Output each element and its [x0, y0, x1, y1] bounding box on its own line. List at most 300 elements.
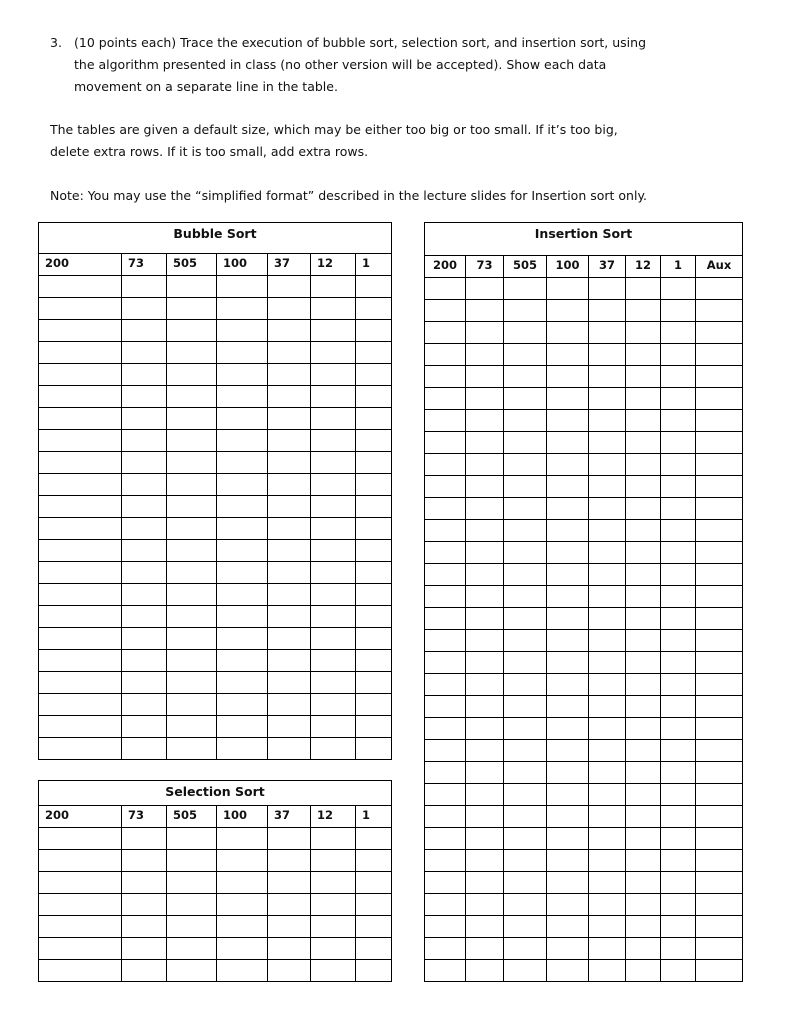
answer-cell[interactable] — [696, 454, 742, 475]
answer-cell[interactable] — [425, 542, 466, 563]
answer-cell[interactable] — [626, 674, 661, 695]
answer-cell[interactable] — [311, 716, 356, 737]
answer-cell[interactable] — [696, 872, 742, 893]
answer-cell[interactable] — [39, 452, 122, 473]
answer-cell[interactable] — [122, 474, 167, 495]
answer-cell[interactable] — [466, 652, 504, 673]
answer-cell[interactable] — [356, 364, 391, 385]
answer-cell[interactable] — [425, 806, 466, 827]
answer-cell[interactable] — [504, 542, 547, 563]
answer-cell[interactable] — [39, 540, 122, 561]
answer-cell[interactable] — [311, 738, 356, 759]
answer-cell[interactable] — [466, 388, 504, 409]
answer-cell[interactable] — [504, 608, 547, 629]
answer-cell[interactable] — [661, 454, 696, 475]
answer-cell[interactable] — [504, 850, 547, 871]
answer-cell[interactable] — [626, 498, 661, 519]
answer-cell[interactable] — [661, 938, 696, 959]
answer-cell[interactable] — [122, 916, 167, 937]
answer-cell[interactable] — [626, 388, 661, 409]
answer-cell[interactable] — [39, 938, 122, 959]
answer-cell[interactable] — [466, 520, 504, 541]
answer-cell[interactable] — [425, 630, 466, 651]
answer-cell[interactable] — [696, 344, 742, 365]
answer-cell[interactable] — [589, 718, 626, 739]
answer-cell[interactable] — [217, 298, 268, 319]
answer-cell[interactable] — [661, 520, 696, 541]
answer-cell[interactable] — [268, 716, 311, 737]
answer-cell[interactable] — [39, 628, 122, 649]
answer-cell[interactable] — [626, 278, 661, 299]
answer-cell[interactable] — [547, 916, 589, 937]
answer-cell[interactable] — [167, 672, 217, 693]
answer-cell[interactable] — [268, 628, 311, 649]
answer-cell[interactable] — [122, 540, 167, 561]
answer-cell[interactable] — [122, 938, 167, 959]
answer-cell[interactable] — [167, 408, 217, 429]
answer-cell[interactable] — [122, 320, 167, 341]
answer-cell[interactable] — [504, 740, 547, 761]
answer-cell[interactable] — [356, 496, 391, 517]
answer-cell[interactable] — [661, 476, 696, 497]
answer-cell[interactable] — [504, 322, 547, 343]
answer-cell[interactable] — [425, 784, 466, 805]
answer-cell[interactable] — [589, 300, 626, 321]
answer-cell[interactable] — [268, 938, 311, 959]
answer-cell[interactable] — [217, 960, 268, 981]
answer-cell[interactable] — [466, 696, 504, 717]
answer-cell[interactable] — [547, 630, 589, 651]
answer-cell[interactable] — [167, 430, 217, 451]
answer-cell[interactable] — [268, 320, 311, 341]
answer-cell[interactable] — [268, 606, 311, 627]
answer-cell[interactable] — [661, 740, 696, 761]
answer-cell[interactable] — [311, 628, 356, 649]
answer-cell[interactable] — [39, 828, 122, 849]
answer-cell[interactable] — [356, 628, 391, 649]
answer-cell[interactable] — [268, 342, 311, 363]
answer-cell[interactable] — [311, 938, 356, 959]
answer-cell[interactable] — [311, 916, 356, 937]
answer-cell[interactable] — [425, 344, 466, 365]
answer-cell[interactable] — [626, 608, 661, 629]
answer-cell[interactable] — [696, 740, 742, 761]
answer-cell[interactable] — [504, 784, 547, 805]
answer-cell[interactable] — [122, 828, 167, 849]
answer-cell[interactable] — [268, 828, 311, 849]
answer-cell[interactable] — [356, 894, 391, 915]
answer-cell[interactable] — [425, 850, 466, 871]
answer-cell[interactable] — [311, 276, 356, 297]
answer-cell[interactable] — [311, 872, 356, 893]
answer-cell[interactable] — [122, 716, 167, 737]
answer-cell[interactable] — [122, 386, 167, 407]
answer-cell[interactable] — [661, 850, 696, 871]
answer-cell[interactable] — [167, 320, 217, 341]
answer-cell[interactable] — [626, 630, 661, 651]
answer-cell[interactable] — [626, 432, 661, 453]
answer-cell[interactable] — [425, 938, 466, 959]
answer-cell[interactable] — [466, 344, 504, 365]
answer-cell[interactable] — [217, 364, 268, 385]
answer-cell[interactable] — [589, 366, 626, 387]
answer-cell[interactable] — [696, 432, 742, 453]
answer-cell[interactable] — [122, 276, 167, 297]
answer-cell[interactable] — [425, 278, 466, 299]
answer-cell[interactable] — [425, 432, 466, 453]
answer-cell[interactable] — [589, 916, 626, 937]
answer-cell[interactable] — [425, 520, 466, 541]
answer-cell[interactable] — [696, 696, 742, 717]
answer-cell[interactable] — [268, 452, 311, 473]
answer-cell[interactable] — [589, 696, 626, 717]
answer-cell[interactable] — [311, 386, 356, 407]
answer-cell[interactable] — [217, 408, 268, 429]
answer-cell[interactable] — [268, 960, 311, 981]
answer-cell[interactable] — [167, 894, 217, 915]
answer-cell[interactable] — [217, 386, 268, 407]
answer-cell[interactable] — [589, 388, 626, 409]
answer-cell[interactable] — [661, 630, 696, 651]
answer-cell[interactable] — [122, 452, 167, 473]
answer-cell[interactable] — [626, 740, 661, 761]
answer-cell[interactable] — [626, 828, 661, 849]
answer-cell[interactable] — [268, 408, 311, 429]
answer-cell[interactable] — [589, 542, 626, 563]
answer-cell[interactable] — [356, 342, 391, 363]
answer-cell[interactable] — [626, 322, 661, 343]
answer-cell[interactable] — [466, 300, 504, 321]
answer-cell[interactable] — [589, 586, 626, 607]
answer-cell[interactable] — [547, 344, 589, 365]
answer-cell[interactable] — [661, 344, 696, 365]
answer-cell[interactable] — [696, 784, 742, 805]
answer-cell[interactable] — [696, 630, 742, 651]
answer-cell[interactable] — [356, 386, 391, 407]
answer-cell[interactable] — [466, 432, 504, 453]
answer-cell[interactable] — [39, 562, 122, 583]
answer-cell[interactable] — [39, 408, 122, 429]
answer-cell[interactable] — [626, 960, 661, 981]
answer-cell[interactable] — [311, 320, 356, 341]
answer-cell[interactable] — [39, 672, 122, 693]
answer-cell[interactable] — [268, 562, 311, 583]
answer-cell[interactable] — [167, 850, 217, 871]
answer-cell[interactable] — [626, 850, 661, 871]
answer-cell[interactable] — [547, 300, 589, 321]
answer-cell[interactable] — [466, 938, 504, 959]
answer-cell[interactable] — [268, 650, 311, 671]
answer-cell[interactable] — [217, 584, 268, 605]
answer-cell[interactable] — [167, 584, 217, 605]
answer-cell[interactable] — [425, 960, 466, 981]
answer-cell[interactable] — [122, 298, 167, 319]
answer-cell[interactable] — [122, 606, 167, 627]
answer-cell[interactable] — [547, 938, 589, 959]
answer-cell[interactable] — [217, 606, 268, 627]
answer-cell[interactable] — [661, 608, 696, 629]
answer-cell[interactable] — [696, 586, 742, 607]
answer-cell[interactable] — [466, 564, 504, 585]
answer-cell[interactable] — [425, 410, 466, 431]
answer-cell[interactable] — [268, 518, 311, 539]
answer-cell[interactable] — [311, 894, 356, 915]
answer-cell[interactable] — [311, 496, 356, 517]
answer-cell[interactable] — [39, 650, 122, 671]
answer-cell[interactable] — [547, 696, 589, 717]
answer-cell[interactable] — [311, 518, 356, 539]
answer-cell[interactable] — [425, 498, 466, 519]
answer-cell[interactable] — [425, 388, 466, 409]
answer-cell[interactable] — [626, 784, 661, 805]
answer-cell[interactable] — [356, 584, 391, 605]
answer-cell[interactable] — [661, 784, 696, 805]
answer-cell[interactable] — [268, 298, 311, 319]
answer-cell[interactable] — [311, 342, 356, 363]
answer-cell[interactable] — [589, 608, 626, 629]
answer-cell[interactable] — [356, 606, 391, 627]
answer-cell[interactable] — [661, 652, 696, 673]
answer-cell[interactable] — [268, 694, 311, 715]
answer-cell[interactable] — [356, 562, 391, 583]
answer-cell[interactable] — [504, 674, 547, 695]
answer-cell[interactable] — [356, 452, 391, 473]
answer-cell[interactable] — [589, 938, 626, 959]
answer-cell[interactable] — [217, 938, 268, 959]
answer-cell[interactable] — [547, 718, 589, 739]
answer-cell[interactable] — [268, 496, 311, 517]
answer-cell[interactable] — [466, 498, 504, 519]
answer-cell[interactable] — [425, 894, 466, 915]
answer-cell[interactable] — [661, 322, 696, 343]
answer-cell[interactable] — [217, 850, 268, 871]
answer-cell[interactable] — [696, 652, 742, 673]
answer-cell[interactable] — [547, 894, 589, 915]
answer-cell[interactable] — [311, 430, 356, 451]
answer-cell[interactable] — [589, 872, 626, 893]
answer-cell[interactable] — [547, 410, 589, 431]
answer-cell[interactable] — [466, 630, 504, 651]
answer-cell[interactable] — [356, 650, 391, 671]
answer-cell[interactable] — [589, 828, 626, 849]
answer-cell[interactable] — [626, 366, 661, 387]
answer-cell[interactable] — [122, 518, 167, 539]
answer-cell[interactable] — [504, 696, 547, 717]
answer-cell[interactable] — [504, 806, 547, 827]
answer-cell[interactable] — [589, 784, 626, 805]
answer-cell[interactable] — [39, 716, 122, 737]
answer-cell[interactable] — [696, 828, 742, 849]
answer-cell[interactable] — [311, 960, 356, 981]
answer-cell[interactable] — [466, 454, 504, 475]
answer-cell[interactable] — [122, 872, 167, 893]
answer-cell[interactable] — [504, 652, 547, 673]
answer-cell[interactable] — [589, 410, 626, 431]
answer-cell[interactable] — [504, 388, 547, 409]
answer-cell[interactable] — [547, 498, 589, 519]
answer-cell[interactable] — [504, 564, 547, 585]
answer-cell[interactable] — [589, 454, 626, 475]
answer-cell[interactable] — [504, 454, 547, 475]
answer-cell[interactable] — [589, 630, 626, 651]
answer-cell[interactable] — [356, 960, 391, 981]
answer-cell[interactable] — [547, 608, 589, 629]
answer-cell[interactable] — [39, 518, 122, 539]
answer-cell[interactable] — [547, 322, 589, 343]
answer-cell[interactable] — [268, 850, 311, 871]
answer-cell[interactable] — [504, 938, 547, 959]
answer-cell[interactable] — [696, 850, 742, 871]
answer-cell[interactable] — [589, 520, 626, 541]
answer-cell[interactable] — [466, 806, 504, 827]
answer-cell[interactable] — [217, 518, 268, 539]
answer-cell[interactable] — [268, 386, 311, 407]
answer-cell[interactable] — [547, 674, 589, 695]
answer-cell[interactable] — [268, 584, 311, 605]
answer-cell[interactable] — [356, 430, 391, 451]
answer-cell[interactable] — [356, 540, 391, 561]
answer-cell[interactable] — [425, 718, 466, 739]
answer-cell[interactable] — [39, 694, 122, 715]
answer-cell[interactable] — [217, 276, 268, 297]
answer-cell[interactable] — [217, 672, 268, 693]
answer-cell[interactable] — [696, 322, 742, 343]
answer-cell[interactable] — [661, 542, 696, 563]
answer-cell[interactable] — [268, 894, 311, 915]
answer-cell[interactable] — [167, 562, 217, 583]
answer-cell[interactable] — [356, 938, 391, 959]
answer-cell[interactable] — [122, 364, 167, 385]
answer-cell[interactable] — [661, 806, 696, 827]
answer-cell[interactable] — [626, 806, 661, 827]
answer-cell[interactable] — [39, 430, 122, 451]
answer-cell[interactable] — [589, 476, 626, 497]
answer-cell[interactable] — [356, 298, 391, 319]
answer-cell[interactable] — [167, 606, 217, 627]
answer-cell[interactable] — [626, 938, 661, 959]
answer-cell[interactable] — [311, 364, 356, 385]
answer-cell[interactable] — [466, 872, 504, 893]
answer-cell[interactable] — [589, 960, 626, 981]
answer-cell[interactable] — [466, 850, 504, 871]
answer-cell[interactable] — [626, 454, 661, 475]
answer-cell[interactable] — [661, 300, 696, 321]
answer-cell[interactable] — [504, 718, 547, 739]
answer-cell[interactable] — [661, 894, 696, 915]
answer-cell[interactable] — [661, 388, 696, 409]
answer-cell[interactable] — [217, 716, 268, 737]
answer-cell[interactable] — [425, 564, 466, 585]
answer-cell[interactable] — [217, 650, 268, 671]
answer-cell[interactable] — [311, 562, 356, 583]
answer-cell[interactable] — [696, 916, 742, 937]
answer-cell[interactable] — [504, 476, 547, 497]
answer-cell[interactable] — [696, 674, 742, 695]
answer-cell[interactable] — [589, 322, 626, 343]
answer-cell[interactable] — [696, 498, 742, 519]
answer-cell[interactable] — [39, 872, 122, 893]
answer-cell[interactable] — [547, 454, 589, 475]
answer-cell[interactable] — [39, 738, 122, 759]
answer-cell[interactable] — [547, 960, 589, 981]
answer-cell[interactable] — [589, 344, 626, 365]
answer-cell[interactable] — [589, 278, 626, 299]
answer-cell[interactable] — [661, 872, 696, 893]
answer-cell[interactable] — [696, 366, 742, 387]
answer-cell[interactable] — [547, 762, 589, 783]
answer-cell[interactable] — [504, 366, 547, 387]
answer-cell[interactable] — [167, 872, 217, 893]
answer-cell[interactable] — [626, 894, 661, 915]
answer-cell[interactable] — [217, 452, 268, 473]
answer-cell[interactable] — [268, 474, 311, 495]
answer-cell[interactable] — [122, 496, 167, 517]
answer-cell[interactable] — [356, 518, 391, 539]
answer-cell[interactable] — [268, 672, 311, 693]
answer-cell[interactable] — [311, 452, 356, 473]
answer-cell[interactable] — [311, 606, 356, 627]
answer-cell[interactable] — [696, 960, 742, 981]
answer-cell[interactable] — [167, 518, 217, 539]
answer-cell[interactable] — [466, 960, 504, 981]
answer-cell[interactable] — [589, 674, 626, 695]
answer-cell[interactable] — [356, 828, 391, 849]
answer-cell[interactable] — [504, 278, 547, 299]
answer-cell[interactable] — [547, 388, 589, 409]
answer-cell[interactable] — [425, 366, 466, 387]
answer-cell[interactable] — [626, 344, 661, 365]
answer-cell[interactable] — [167, 364, 217, 385]
answer-cell[interactable] — [356, 672, 391, 693]
answer-cell[interactable] — [696, 894, 742, 915]
answer-cell[interactable] — [696, 608, 742, 629]
answer-cell[interactable] — [589, 850, 626, 871]
answer-cell[interactable] — [311, 408, 356, 429]
answer-cell[interactable] — [547, 476, 589, 497]
answer-cell[interactable] — [696, 938, 742, 959]
answer-cell[interactable] — [547, 652, 589, 673]
answer-cell[interactable] — [122, 562, 167, 583]
answer-cell[interactable] — [547, 806, 589, 827]
answer-cell[interactable] — [268, 540, 311, 561]
answer-cell[interactable] — [504, 916, 547, 937]
answer-cell[interactable] — [167, 474, 217, 495]
answer-cell[interactable] — [425, 608, 466, 629]
answer-cell[interactable] — [504, 498, 547, 519]
answer-cell[interactable] — [466, 784, 504, 805]
answer-cell[interactable] — [626, 542, 661, 563]
answer-cell[interactable] — [39, 276, 122, 297]
answer-cell[interactable] — [217, 320, 268, 341]
answer-cell[interactable] — [122, 342, 167, 363]
answer-cell[interactable] — [122, 430, 167, 451]
answer-cell[interactable] — [167, 938, 217, 959]
answer-cell[interactable] — [589, 894, 626, 915]
answer-cell[interactable] — [425, 476, 466, 497]
answer-cell[interactable] — [425, 586, 466, 607]
answer-cell[interactable] — [661, 564, 696, 585]
answer-cell[interactable] — [167, 828, 217, 849]
answer-cell[interactable] — [504, 894, 547, 915]
answer-cell[interactable] — [268, 364, 311, 385]
answer-cell[interactable] — [504, 872, 547, 893]
answer-cell[interactable] — [589, 806, 626, 827]
answer-cell[interactable] — [466, 542, 504, 563]
answer-cell[interactable] — [39, 496, 122, 517]
answer-cell[interactable] — [311, 584, 356, 605]
answer-cell[interactable] — [268, 430, 311, 451]
answer-cell[interactable] — [167, 540, 217, 561]
